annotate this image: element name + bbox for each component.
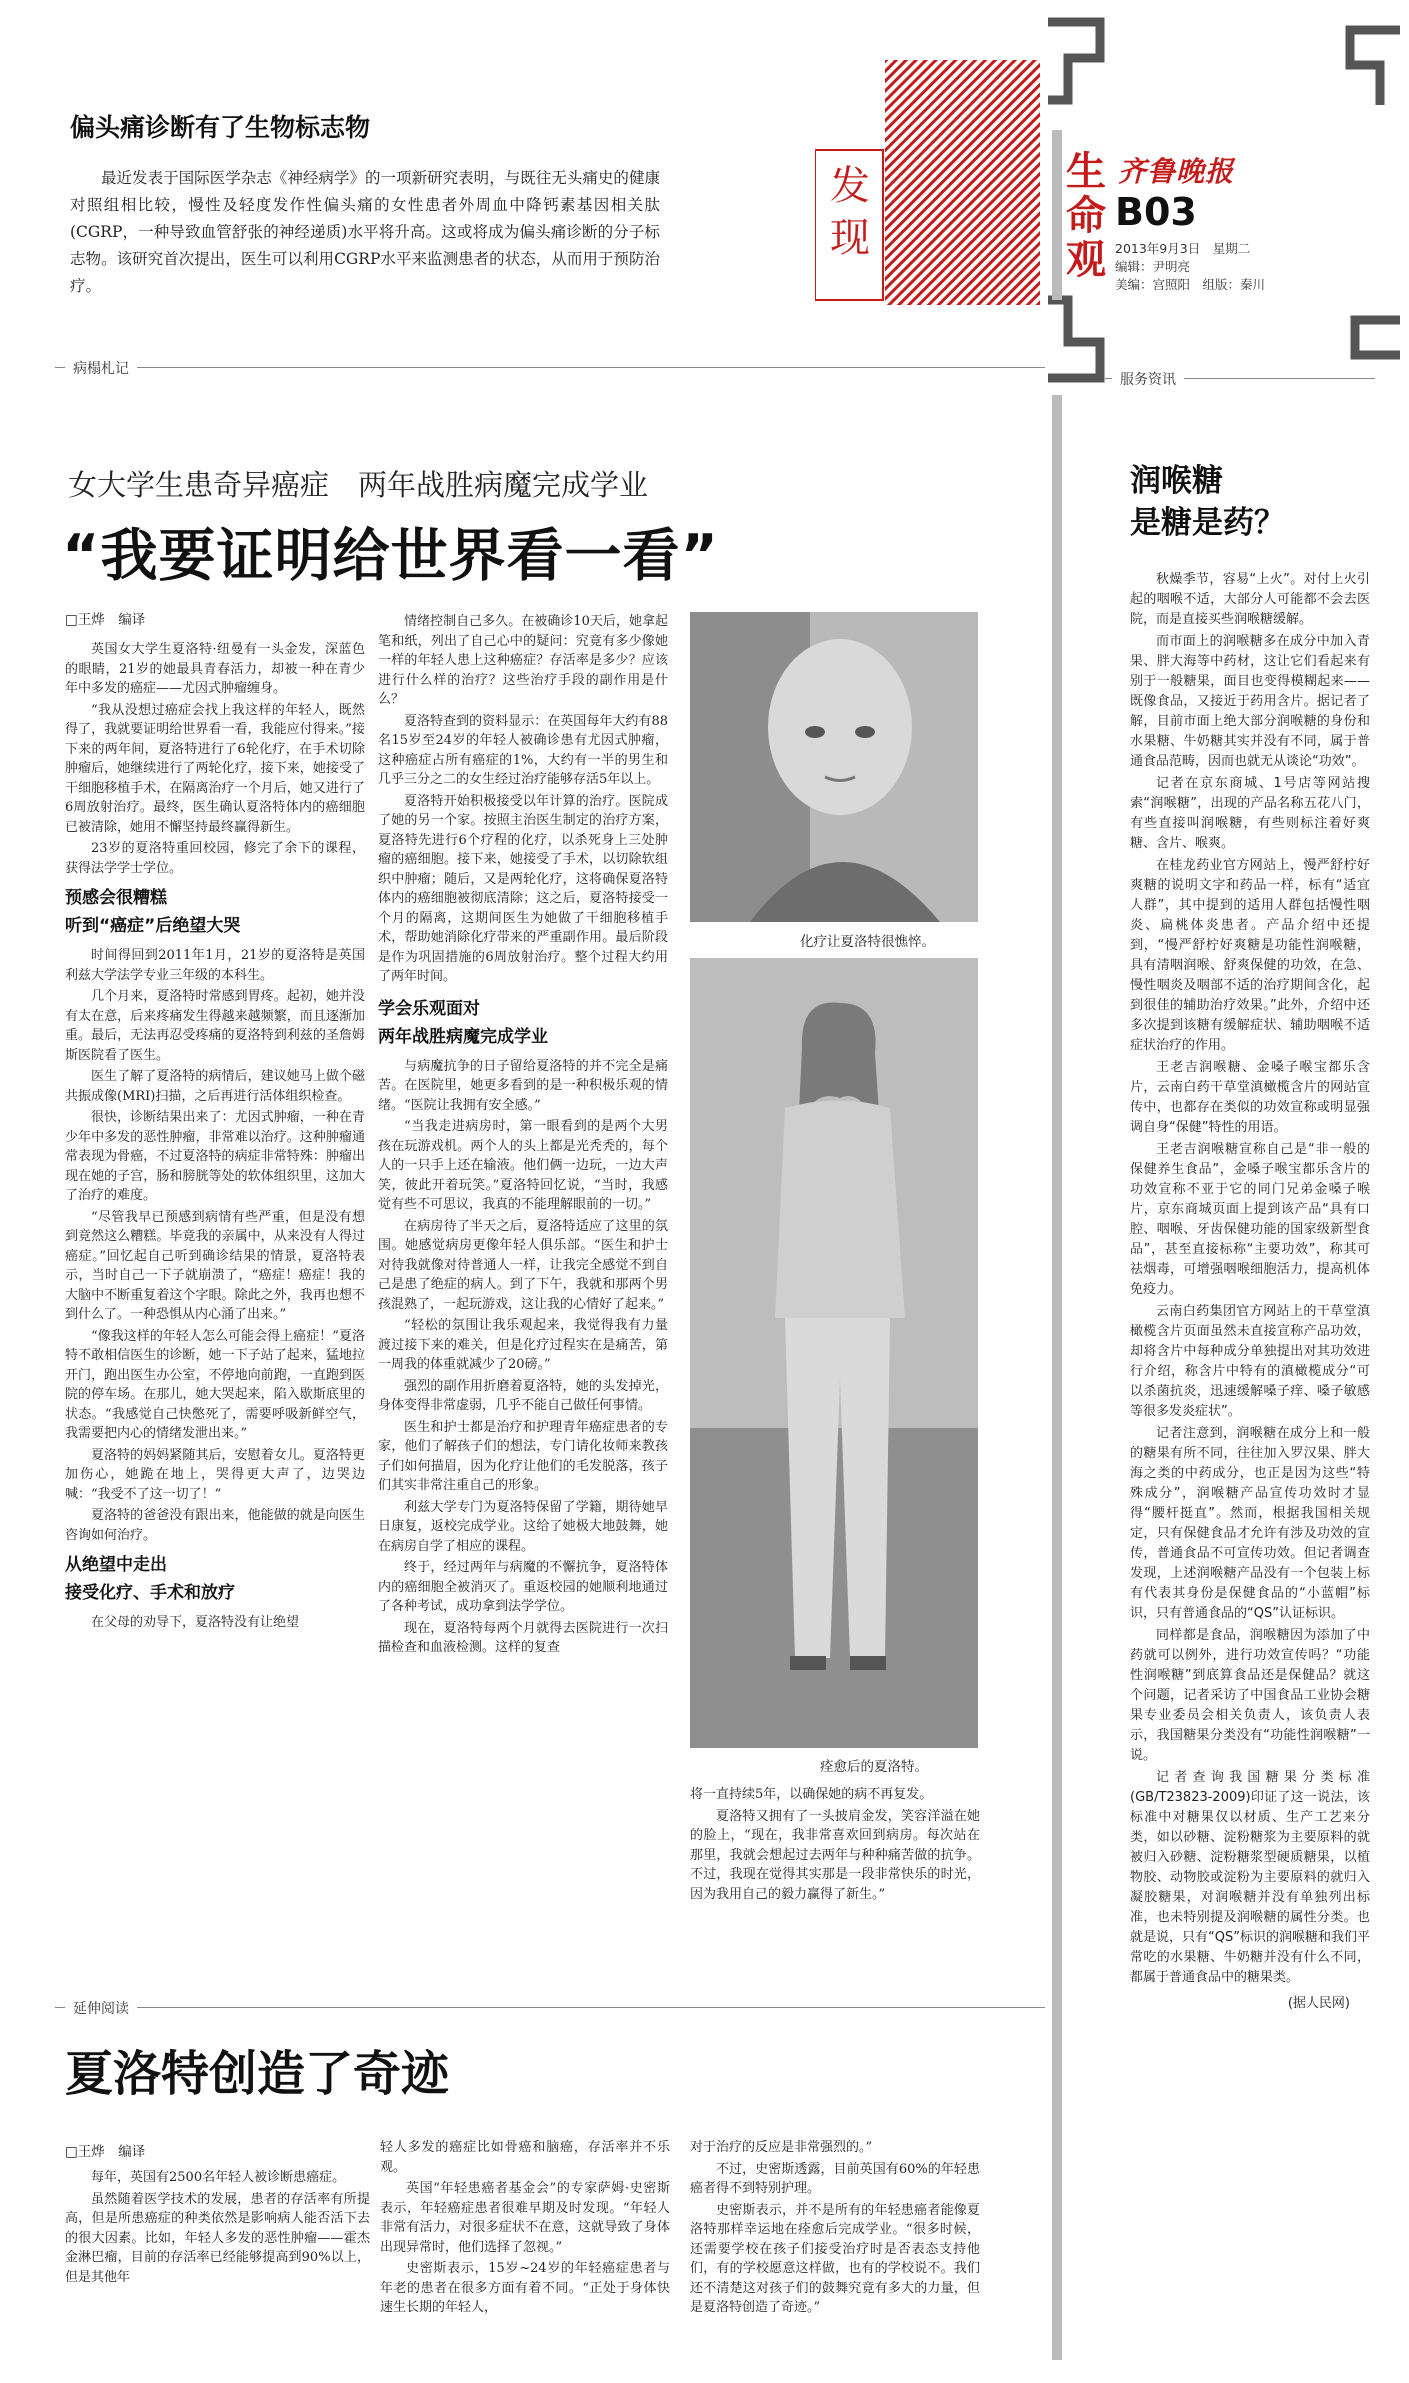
main-col2-paragraph: 在病房待了半天之后，夏洛特适应了这里的氛围。她感觉病房更像年轻人俱乐部。“医生和护士对待我就像对待普通人一样，让我完全感觉不到自己是患了绝症的病人。到了下午，我就和那两个男孩混熟了，一起玩游戏，这让我的心情好了起来。” [378,1218,668,1312]
lower-tag: 延伸阅读 [65,1998,137,2018]
lower-col2-paragraph: 轻人多发的癌症比如骨癌和脑癌，存活率并不乐观。 [380,2140,670,2175]
photo-recovered-portrait [690,958,978,1748]
main-col1-paragraph: 很快，诊断结果出来了：尤因式肿瘤，一种在青少年中多发的恶性肿瘤，非常难以治疗。这种肿瘤通常表现为骨癌，不过夏洛特的病症非常特殊：肿瘤出现在她的子宫，肠和膀胱等处的软体组织里，这加大了治疗的难度。 [65,1110,365,1203]
main-headline: “我要证明给世界看一看” [62,523,719,589]
main-col1-paragraph: “我从没想过癌症会找上我这样的年轻人，既然得了，我就要证明给世界看一看，我能应付得来。”接下来的两年间，夏洛特进行了6轮化疗，在手术切除肿瘤后，她继续进行了两轮化疗，接下来，她接受了干细胞移植手术，在隔离治疗一个月后，她又进行了6周放射治疗。最终，医生确认夏洛特体内的癌细胞已被清除，她用不懈坚持最终赢得新生。 [65,702,365,835]
sidebar-paragraph: 秋燥季节，容易“上火”。对付上火引起的咽喉不适，大部分人可能都不会去医院，而是直接买些润喉糖缓解。 [1130,572,1370,627]
subheading: 两年战胜病魔完成学业 [378,1026,548,1047]
sidebar-paragraph: 而市面上的润喉糖多在成分中加入青果、胖大海等中药材，这让它们看起来有别于一般糖果，面目也变得模糊起来——既像食品，又接近于药用含片。据记者了解，目前市面上绝大部分润喉糖的身份和水果糖、牛奶糖其实并没有不同，属于普通食品范畴，因而也就无从谈论“功效”。 [1130,634,1370,769]
lower-col3-paragraph: 不过，史密斯透露，目前英国有60%的年轻患癌者得不到特别护理。 [690,2161,980,2196]
paper-name-logo: 齐鲁晚报 [1118,155,1235,188]
sidebar-paragraph: 记者查询我国糖果分类标准(GB/T23823-2009)印证了这一说法，该标准中对糖果仅以材质、生产工艺来分类，如以砂糖、淀粉糖浆为主要原料的就被归入砂糖、淀粉糖浆型硬质糖果，以植物胶、动物胶或淀粉为主要原料的就归入凝胶糖果，对润喉糖并没有单独列出标准，也未特别提及润喉糖的属性分类。也就是说，只有“QS”标识的润喉糖和我们平常吃的水果糖、牛奶糖并没有什么不同，都属于普通食品中的糖果类。 [1130,1770,1370,1985]
main-col3-paragraph: 将一直持续5年，以确保她的病不再复发。 [690,1787,933,1802]
main-col1-paragraph: 时间得回到2011年1月，21岁的夏洛特是英国利兹大学法学专业三年级的本科生。 [65,948,365,983]
main-col1-paragraph: 英国女大学生夏洛特·纽曼有一头金发，深蓝色的眼睛，21岁的她最具青春活力，却被一种在青少年中多发的癌症——尤因式肿瘤缠身。 [65,642,365,696]
lower-column-1 [65,2168,370,2289]
lower-column-3 [690,2138,980,2320]
lower-column-2 [380,2138,670,2320]
main-column-3-tail [690,1785,980,1906]
proof-credit: 组版：秦川 [1202,277,1266,292]
main-col2-paragraph: 现在，夏洛特每两个月就得去医院进行一次扫描检查和血液检测。这样的复查 [378,1620,668,1655]
main-tag: 病榻札记 [65,358,137,378]
sidebar-paragraph: 同样都是食品，润喉糖因为添加了中药就可以例外，进行功效宣传吗？“功能性润喉糖”到底算食品还是保健品？就这个问题，记者采访了中国食品工业协会糖果专业委员会相关负责人，该负责人表示，我国糖果分类没有“功能性润喉糖”一说。 [1130,1628,1370,1763]
main-tag-rule [55,367,1045,368]
sidebar-title [1130,460,1285,544]
main-col2-paragraph: 利兹大学专门为夏洛特保留了学籍，期待她早日康复，返校完成学业。这给了她极大地鼓舞，她在病房自学了相应的课程。 [378,1499,668,1554]
main-col1-paragraph: “像我这样的年轻人怎么可能会得上癌症！”夏洛特不敢相信医生的诊断，她一下子站了起来，猛地拉开门，跑出医生办公室，不停地向前跑，一直跑到医院的停车场。在那儿，她大哭起来，陷入歇斯底里的状态。“我感觉自己快憋死了，需要呼吸新鲜空气，我需要把内心的情绪发泄出来。” [65,1328,365,1441]
sidebar-body [1130,570,1370,2011]
photo-chemo-portrait [690,612,978,922]
main-col2-paragraph: 夏洛特开始积极接受以年计算的治疗。医院成了她的另一个家。按照主治医生制定的治疗方案，夏洛特先进行6个疗程的化疗，以杀死身上三处肿瘤的癌细胞。接下来，她接受了手术，以切除软组织中肿瘤；随后，又是两轮化疗，这将确保夏洛特体内的癌细胞被彻底清除；这之后，夏洛特接受一个月的隔离，这期间医生为她做了干细胞移植手术，帮助她消除化疗带来的严重副作用。最后阶段是作为巩固措施的6周放射治疗。整个过程大约用了两年时间。 [378,793,668,984]
column-tag-label: 发现 [830,163,870,261]
subheading: 听到“癌症”后绝望大哭 [65,916,241,936]
section-vertical-title: 生命观 [1066,149,1106,283]
main-col2-paragraph: “当我走进病房时，第一眼看到的是两个大男孩在玩游戏机。两个人的头上都是光秃秃的，每个人的一只手上还在输液。他们俩一边玩，一边大声笑，彼此开着玩笑。”夏洛特回忆说，“当时，我感觉有些不可思议，我真的不能理解眼前的一切。” [378,1119,668,1212]
main-col3-paragraph: 夏洛特又拥有了一头披肩金发，笑容洋溢在她的脸上，“现在，我非常喜欢回到病房。每次站在那里，我就会想起过去两年与种种痛苦做的抗争。不过，我现在觉得其实那是一段非常快乐的时光，因为我用自己的毅力赢得了新生。” [690,1808,980,1902]
lower-col3-paragraph: 史密斯表示，并不是所有的年轻患癌者能像夏洛特那样幸运地在痊愈后完成学业。“很多时候，还需要学校在孩子们接受治疗时是否表态支持他们，有的学校愿意这样做，也有的学校说不。我们还不清楚这对孩子们的鼓舞究竟有多大的力量，但是夏洛特创造了奇迹。” [690,2202,980,2315]
brief-body: 最近发表于国际医学杂志《神经病学》的一项新研究表明，与既往无头痛史的健康对照组相比较，慢性及轻度发作性偏头痛的女性患者外周血中降钙素基因相关肽(CGRP，一种导致血管舒张的神经递质)水平将升高。这或将成为偏头痛诊断的分子标志物。该研究首次提出，医生可以利用CGRP水平来监测患者的状态，从而用于预防治疗。 [70,169,660,295]
main-col1-paragraph: 夏洛特的妈妈紧随其后，安慰着女儿。夏洛特更加伤心，她跪在地上，哭得更大声了，边哭边喊：“我受不了这一切了！” [65,1447,365,1502]
photo1-caption: 化疗让夏洛特很憔悴。 [800,934,935,950]
main-col2-paragraph: 夏洛特查到的资料显示：在英国每年大约有88名15岁至24岁的年轻人被确诊患有尤因式肿瘤，这种癌症占所有癌症的1%，大约有一半的男生和几乎三分之二的女生经过治疗能够存活5年以上。 [378,713,668,787]
sidebar-source: (据人民网) [1287,1996,1350,2011]
main-col2-paragraph: 情绪控制自己多久。在被确诊10天后，她拿起笔和纸，列出了自己心中的疑问：究竟有多少像她一样的年轻人患上这种癌症？存活率是多少？应该进行什么样的治疗？这些治疗手段的副作用是什么？ [378,614,668,707]
sidebar-paragraph: 在桂龙药业官方网站上，慢严舒柠好爽糖的说明文字和药品一样，标有“适宜人群”，其中提到的适用人群包括慢性咽炎、扁桃体炎患者。产品介绍中还提到，“慢严舒柠好爽糖是功能性润喉糖，具有清咽润喉、舒爽保健的功效，在急、慢性咽炎及咽部不适的治疗期间含化，起到很佳的辅助治疗效果。”此外，介绍中还多次提到该糖有缓解症状、辅助咽喉不适症状治疗的作用。 [1130,858,1370,1053]
issue-weekday: 星期二 [1212,241,1251,256]
masthead-meta [1115,240,1345,294]
sidebar-paragraph: 王老吉润喉糖宣称自己是“非一般的保健养生食品”，金嗓子喉宝都乐含片的功效宣称不亚于它的同门兄弟金嗓子喉片，京东商城页面上提到该产品“具有口腔、咽喉、牙齿保健功能的国家级新型食品”，甚至直接标称“主要功效”，称其可祛烟毒，可增强咽喉细胞活力，提高机体免疫力。 [1130,1142,1370,1297]
main-kicker: 女大学生患奇异癌症 两年战胜病魔完成学业 [68,468,649,502]
lower-col1-paragraph: 每年，英国有2500名年轻人被诊断患癌症。 [91,2170,346,2185]
main-column-1 [65,640,365,1635]
subheading: 接受化疗、手术和放疗 [65,1583,235,1603]
main-col2-paragraph: 与病魔抗争的日子留给夏洛特的并不完全是痛苦。在医院里，她更多看到的是一种积极乐观的情绪。“医院让我拥有安全感。” [378,1058,668,1113]
main-col2-paragraph: “轻松的氛围让我乐观起来，我觉得我有力量渡过接下来的难关，但是化疗过程实在是痛苦，第一周我的体重就减少了20磅。” [378,1318,668,1372]
lower-col3-paragraph: 对于治疗的反应是非常强烈的。” [690,2140,873,2155]
lower-byline: □王烨 编译 [65,2144,146,2160]
sidebar-paragraph: 记者注意到，润喉糖在成分上和一般的糖果有所不同，往往加入罗汉果、胖大海之类的中药成分，也正是因为这些“特殊成分”，润喉糖产品宣传功效时才显得“腰杆挺直”。然而，根据我国相关规定，只有保健食品才允许有涉及功效的宣传，普通食品不可宣传功效。但记者调查发现，上述润喉糖产品没有一个包装上标有代表其身份是保健食品的“小蓝帽”标识，只有普通食品的“QS”认证标识。 [1130,1426,1370,1621]
photo2-caption: 痊愈后的夏洛特。 [820,1759,928,1775]
issue-date: 2013年9月3日 [1115,241,1201,256]
main-col2-paragraph: 终于，经过两年与病魔的不懈抗争，夏洛特体内的癌细胞全被消灭了。重返校园的她顺利地通过了各种考试，成功拿到法学学位。 [378,1560,668,1614]
designer-credit: 美编：宫照阳 [1115,277,1191,292]
main-col1-paragraph: 医生了解了夏洛特的病情后，建议她马上做个磁共振成像(MRI)扫描，之后再进行活体组织检查。 [65,1069,365,1104]
main-col1-paragraph: 在父母的劝导下，夏洛特没有让绝望 [91,1615,300,1630]
subheading: 预感会很糟糕 [65,888,167,908]
main-col2-paragraph: 强烈的副作用折磨着夏洛特，她的头发掉光，身体变得非常虚弱，几乎不能自己做任何事情。 [378,1378,668,1413]
lower-tag-rule [55,2007,1045,2008]
main-col2-paragraph: 医生和护士都是治疗和护理青年癌症患者的专家，他们了解孩子们的想法，专门请化妆师来教孩子们如何描眉，因为化疗让他们的毛发脱落，孩子们其实非常注重自己的形象。 [378,1419,668,1493]
subheading: 学会乐观面对 [378,998,480,1019]
photo-recovered-illustration [690,958,978,1748]
sidebar-paragraph: 云南白药集团官方网站上的干草堂滇橄榄含片页面虽然未直接宣称产品功效，却将含片中每种成分单独提出对其功效进行介绍，称含片中特有的滇橄榄成分“可以杀菌抗炎，迅速缓解嗓子痒、嗓子敏感等很多发炎症状”。 [1130,1304,1370,1419]
lower-col1-paragraph: 虽然随着医学技术的发展，患者的存活率有所提高，但是所患癌症的种类依然是影响病人能否活下去的很大因素。比如，年轻人多发的恶性肿瘤——霍杰金淋巴瘤，目前的存活率已经能够提高到90%以上，但是其他年 [65,2191,370,2285]
photo-chemo-illustration [690,612,978,922]
sidebar-tag: 服务资讯 [1112,369,1184,389]
main-col1-paragraph: 夏洛特的爸爸没有跟出来，他能做的就是向医生咨询如何治疗。 [65,1508,365,1543]
main-byline: □王烨 编译 [65,612,146,628]
page-code: B03 [1115,190,1197,234]
main-column-2 [378,612,668,1660]
lower-col2-paragraph: 史密斯表示，15岁~24岁的年轻癌症患者与年老的患者在很多方面有着不同。“正处于身体快速生长期的年轻人， [380,2261,670,2315]
main-col1-paragraph: “尽管我早已预感到病情有些严重，但是没有想到竟然这么糟糕。毕竟我的亲属中，从来没有人得过癌症。”回忆起自己听到确诊结果的情景，夏洛特表示，当时自己一下子就崩溃了，“癌症！癌症！我的大脑中不断重复着这个字眼。除此之外，我再也想不到什么了。一种恐惧从内心涌了出来。” [65,1209,365,1322]
editor-credit: 编辑：尹明亮 [1115,259,1191,274]
sidebar-paragraph: 记者在京东商城、1号店等网站搜索“润喉糖”，出现的产品名称五花八门，有些直接叫润喉糖，有些则标注着好爽糖、含片、喉爽。 [1130,776,1370,851]
page-divider-bar [1052,395,1062,2360]
lower-headline: 夏洛特创造了奇迹 [65,2046,450,2102]
main-col1-paragraph: 几个月来，夏洛特时常感到胃疼。起初，她并没有太在意，后来疼痛发生得越来越频繁，而且逐渐加重。最后，无法再忍受疼痛的夏洛特到利兹的圣詹姆斯医院看了医生。 [65,989,365,1063]
brief-headline: 偏头痛诊断有了生物标志物 [70,113,371,142]
sidebar-paragraph: 王老吉润喉糖、金嗓子喉宝都乐含片，云南白药干草堂滇橄榄含片的网站宣传中，也都存在类似的功效宣称或明显强调自身“保健”特性的用语。 [1130,1060,1370,1135]
sidebar-title-line1: 润喉糖 [1130,463,1223,499]
lower-col2-paragraph: 英国“年轻患癌者基金会”的专家萨姆·史密斯表示，年轻癌症患者很难早期及时发现。“年轻人非常有活力，对很多症状不在意，这就导致了身体出现异常时，他们选择了忽视。” [380,2181,670,2255]
column-tag-box [815,60,1040,305]
sidebar-title-line2: 是糖是药？ [1130,505,1285,541]
main-col1-paragraph: 23岁的夏洛特重回校园，修完了余下的课程，获得法学学士学位。 [65,841,365,876]
subheading: 从绝望中走出 [65,1555,167,1575]
